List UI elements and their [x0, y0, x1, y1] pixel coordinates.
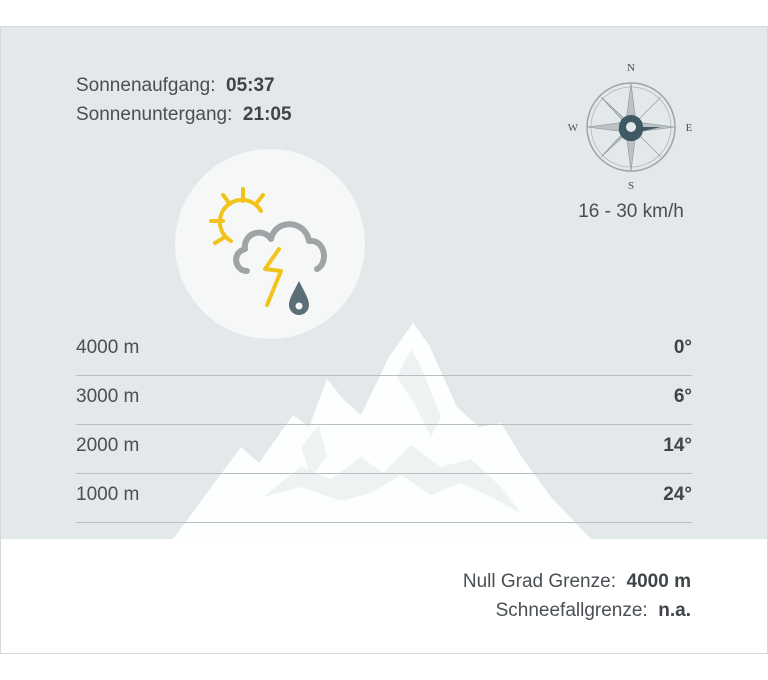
weather-icon-circle — [175, 149, 365, 339]
compass-west: W — [567, 122, 579, 134]
temperature-value: 14° — [663, 435, 692, 456]
compass-south: S — [627, 180, 635, 192]
sunset-row — [76, 100, 292, 129]
snowfall-limit-value: n.a. — [652, 600, 691, 621]
sunrise-label: Sonnenaufgang: — [76, 75, 216, 96]
temperature-value: 24° — [663, 484, 692, 505]
sun-cloud-thunder-rain-icon — [175, 149, 365, 339]
sunrise-row — [76, 71, 292, 100]
table-row — [76, 376, 692, 425]
altitude-label: 2000 m — [76, 435, 140, 456]
freezing-level-value: 4000 m — [621, 571, 691, 592]
sunset-value: 21:05 — [237, 104, 292, 125]
temperature-value: 0° — [673, 337, 692, 358]
table-row — [76, 474, 692, 523]
weather-card — [0, 26, 768, 654]
compass-north: N — [627, 62, 635, 74]
wind-compass — [561, 57, 701, 197]
freezing-level-row — [463, 567, 691, 596]
table-row — [76, 425, 692, 474]
limits-section — [463, 567, 691, 625]
altitude-label: 4000 m — [76, 337, 140, 358]
altitude-label: 3000 m — [76, 386, 140, 407]
wind-speed: 16 - 30 km/h — [578, 201, 684, 222]
altitude-temperature-table — [76, 327, 692, 523]
sunrise-value: 05:37 — [220, 75, 275, 96]
snowfall-limit-row — [463, 596, 691, 625]
table-row — [76, 327, 692, 376]
sun-times — [76, 71, 292, 129]
temperature-value: 6° — [673, 386, 692, 407]
sunset-label: Sonnenuntergang: — [76, 104, 233, 125]
compass-east: E — [685, 122, 693, 134]
freezing-level-label: Null Grad Grenze: — [462, 571, 616, 592]
snowfall-limit-label: Schneefallgrenze: — [495, 600, 648, 621]
altitude-label: 1000 m — [76, 484, 140, 505]
